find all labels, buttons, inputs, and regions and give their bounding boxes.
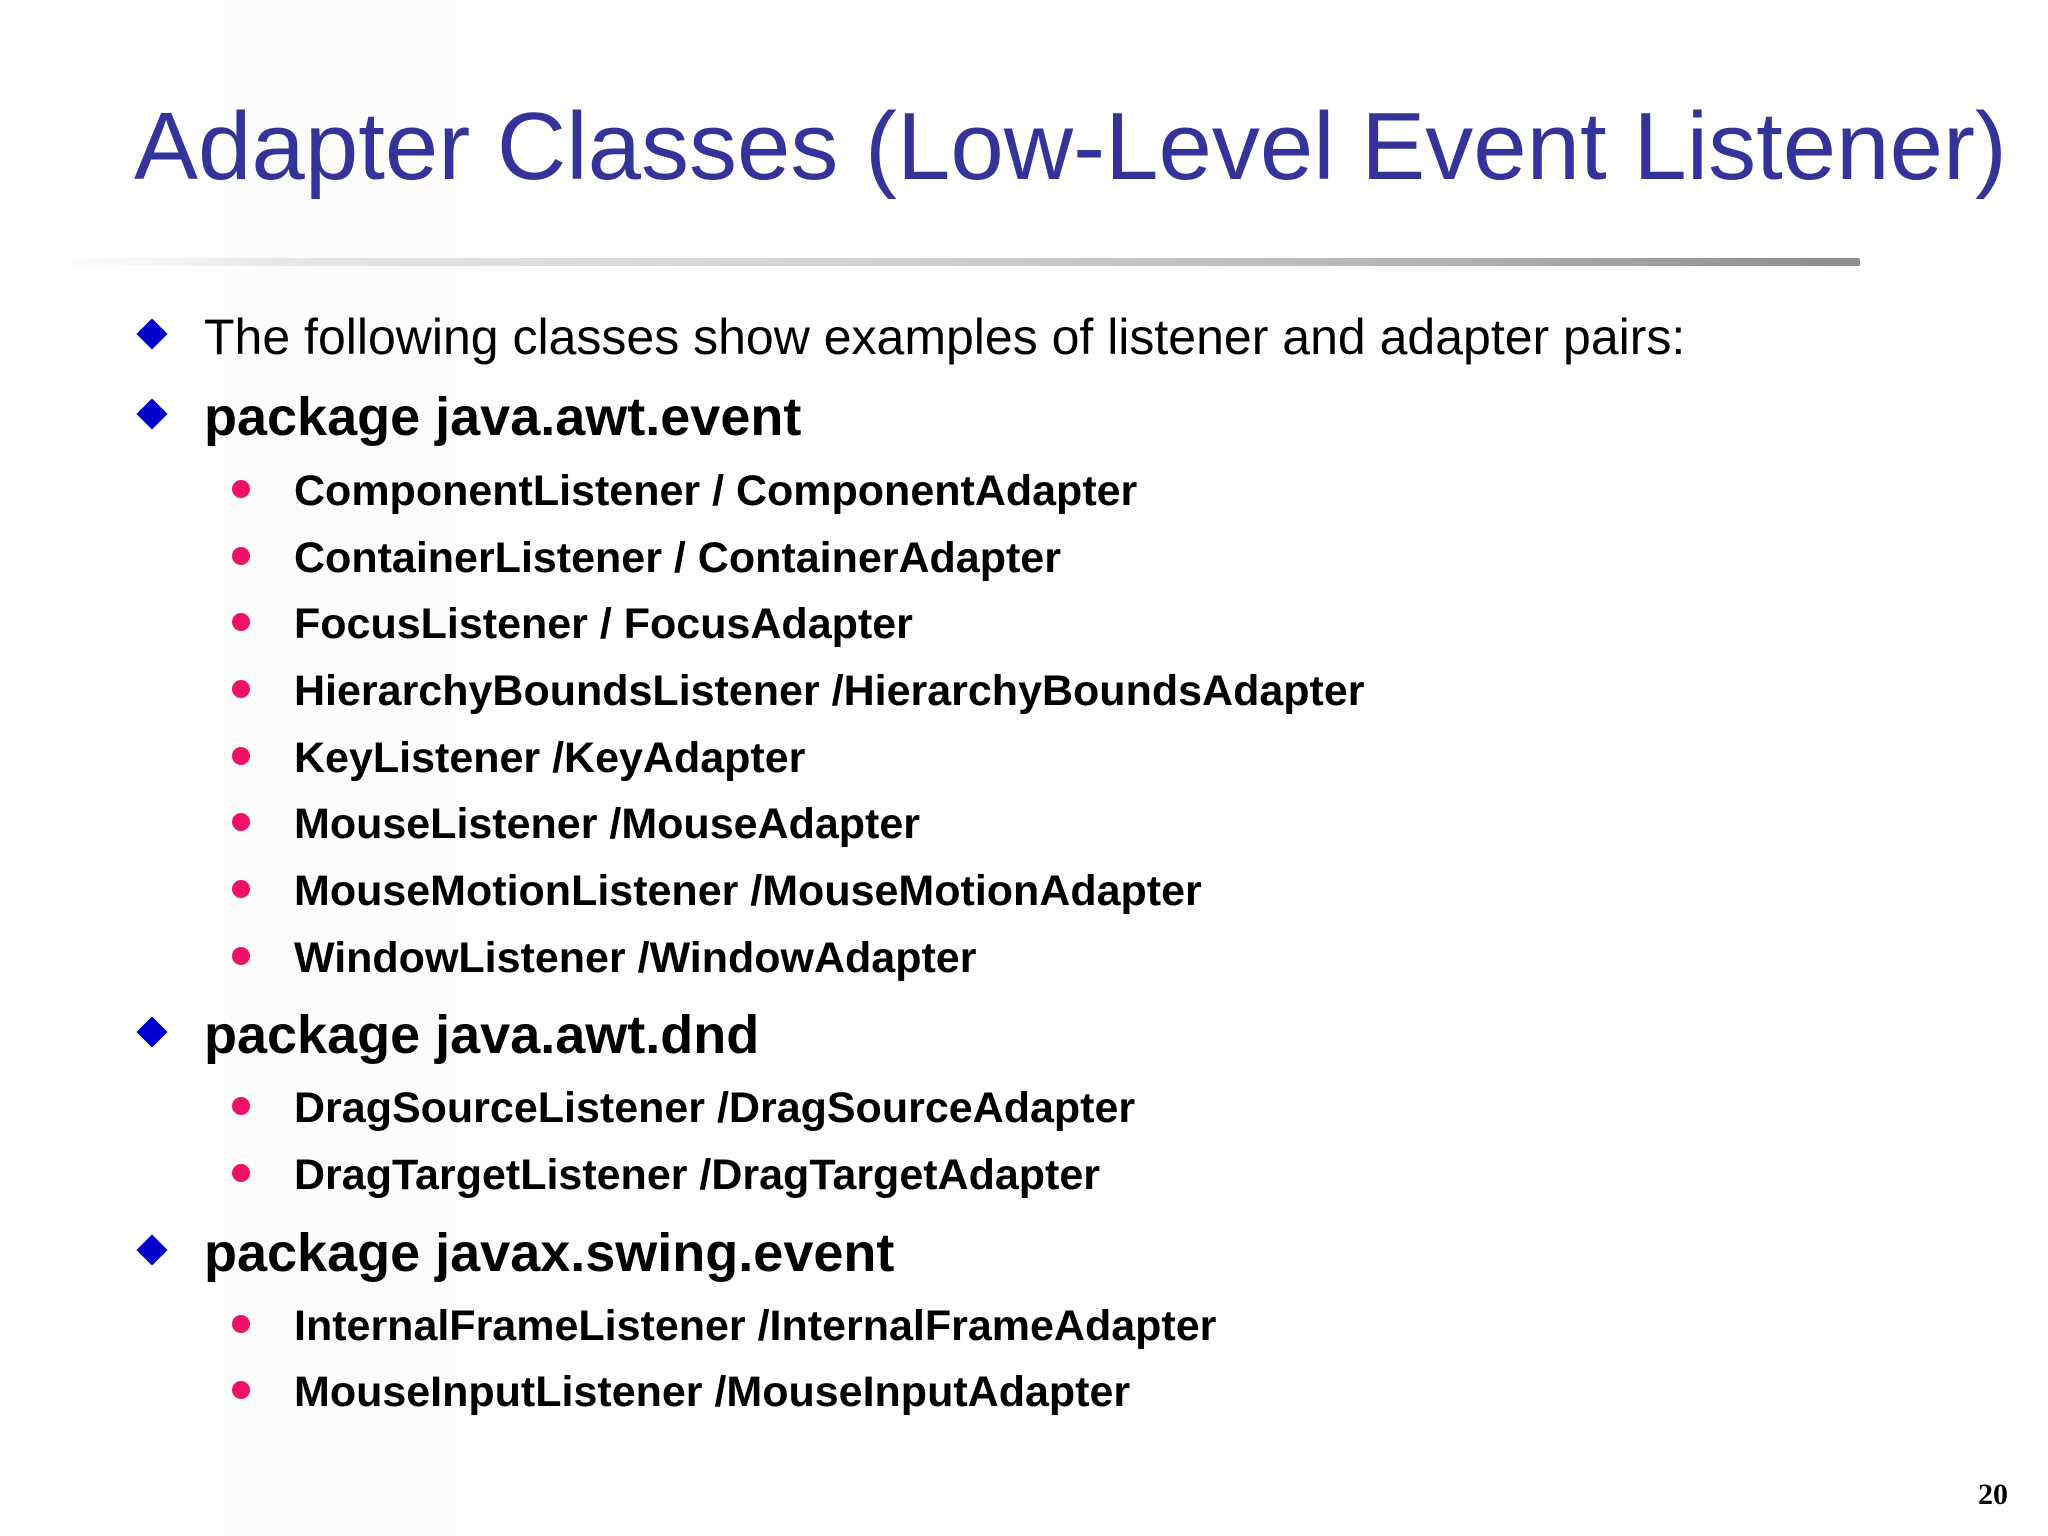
package-name: package java.awt.dnd [204, 1005, 760, 1065]
list-item [294, 599, 913, 649]
list-item [294, 1083, 1135, 1133]
page-number: 20 [1978, 1478, 2008, 1511]
listener-adapter-pair: WindowListener /WindowAdapter [294, 934, 977, 982]
diamond-bullet-icon [136, 1016, 167, 1047]
dot-bullet-icon [232, 747, 250, 765]
listener-adapter-pair: KeyListener /KeyAdapter [294, 734, 806, 782]
list-item [294, 733, 805, 783]
bullet-package-java-awt-event [204, 386, 801, 448]
dot-bullet-icon [232, 1315, 250, 1333]
bullet-intro [204, 306, 1685, 368]
dot-bullet-icon [232, 547, 250, 565]
listener-adapter-pair: ContainerListener / ContainerAdapter [294, 534, 1061, 582]
list-item [294, 866, 1202, 916]
listener-adapter-pair: DragSourceListener /DragSourceAdapter [294, 1084, 1136, 1132]
diamond-bullet-icon [136, 1234, 167, 1265]
bullet-package-javax-swing-event [204, 1222, 894, 1284]
listener-adapter-pair: InternalFrameListener /InternalFrameAdapter [294, 1302, 1217, 1350]
dot-bullet-icon [232, 1097, 250, 1115]
listener-adapter-pair: FocusListener / FocusAdapter [294, 600, 913, 648]
listener-adapter-pair: MouseListener /MouseAdapter [294, 800, 920, 848]
dot-bullet-icon [232, 613, 250, 631]
dot-bullet-icon [232, 680, 250, 698]
package-name: package java.awt.event [204, 387, 802, 447]
dot-bullet-icon [232, 947, 250, 965]
list-item [294, 1301, 1216, 1351]
package-name: package javax.swing.event [204, 1223, 895, 1283]
listener-adapter-pair: ComponentListener / ComponentAdapter [294, 467, 1138, 515]
dot-bullet-icon [232, 813, 250, 831]
list-item [294, 933, 976, 983]
listener-adapter-pair: DragTargetListener /DragTargetAdapter [294, 1151, 1101, 1199]
dot-bullet-icon [232, 1381, 250, 1399]
bullet-text: The following classes show examples of listener and adapter pairs: [204, 309, 1686, 365]
diamond-bullet-icon [136, 398, 167, 429]
bullet-package-java-awt-dnd [204, 1004, 759, 1066]
dot-bullet-icon [232, 1164, 250, 1182]
dot-bullet-icon [232, 480, 250, 498]
slide-title: Adapter Classes (Low-Level Event Listener) [134, 93, 2007, 200]
diamond-bullet-icon [136, 318, 167, 349]
dot-bullet-icon [232, 880, 250, 898]
list-item [294, 1367, 1130, 1417]
list-item [294, 799, 920, 849]
list-item [294, 1150, 1100, 1200]
list-item [294, 466, 1137, 516]
list-item [294, 533, 1061, 583]
listener-adapter-pair: HierarchyBoundsListener /HierarchyBoundsAdapter [294, 667, 1365, 715]
listener-adapter-pair: MouseInputListener /MouseInputAdapter [294, 1368, 1131, 1416]
listener-adapter-pair: MouseMotionListener /MouseMotionAdapter [294, 867, 1202, 915]
list-item [294, 666, 1365, 716]
